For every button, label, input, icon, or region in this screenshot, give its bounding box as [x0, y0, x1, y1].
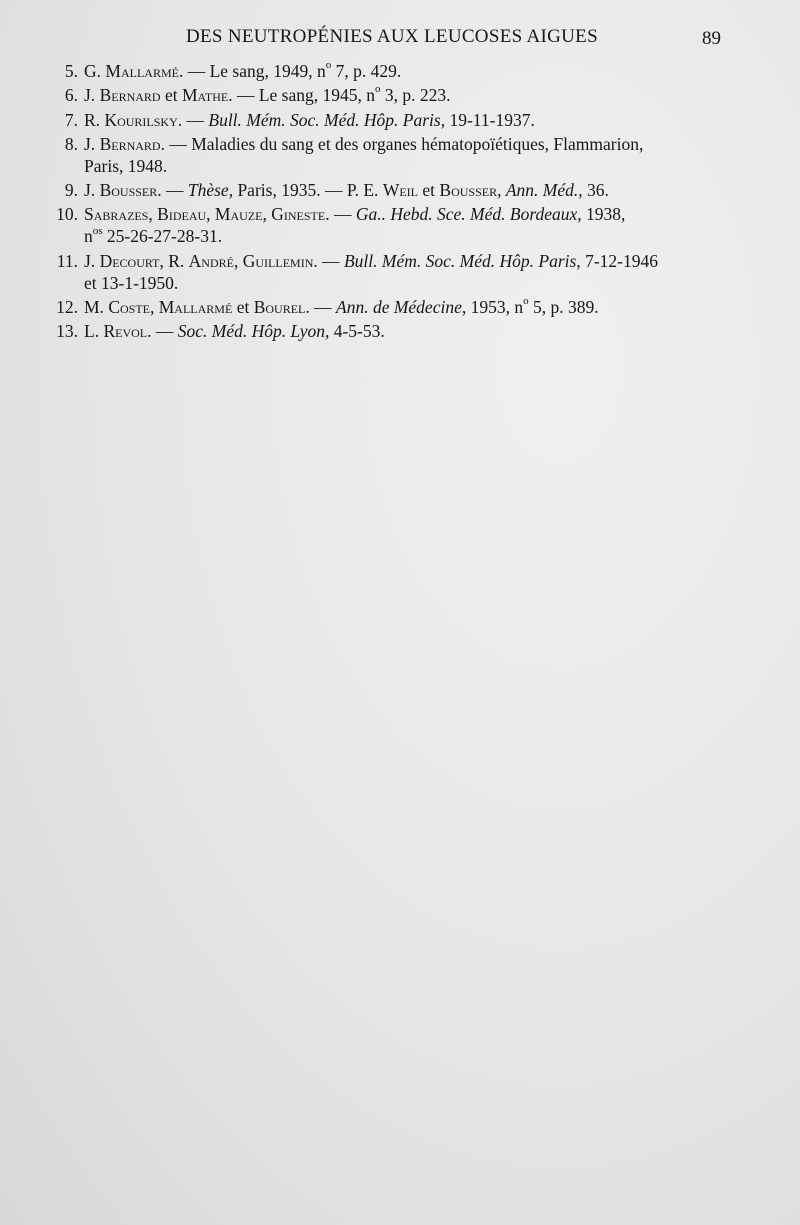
- author-name: Revol: [103, 321, 148, 342]
- ref-text: 1938,: [581, 204, 626, 225]
- ref-text: 5, p. 389.: [528, 297, 599, 318]
- ref-text: , R.: [159, 250, 189, 271]
- author-name: Decourt: [99, 250, 160, 271]
- reference-item: [0, 320, 800, 342]
- reference-number: 6.: [64, 85, 78, 106]
- ref-text: G.: [84, 61, 106, 81]
- ref-text: ,: [206, 204, 215, 225]
- ref-text: et: [418, 180, 440, 201]
- page-number: 89: [702, 28, 721, 49]
- reference-list: [0, 60, 800, 345]
- author-name: Mallarmé: [105, 61, 179, 81]
- reference-item: [0, 109, 800, 131]
- author-name: Bideau: [157, 204, 207, 225]
- author-name: André: [188, 250, 234, 271]
- author-name: Gineste: [271, 204, 326, 225]
- reference-number: 10.: [56, 204, 78, 225]
- reference-number: 5.: [64, 61, 78, 81]
- journal-title: Ga.. Hebd. Sce. Méd. Bordeaux,: [355, 204, 582, 225]
- ref-text: 25-26-27-28-31.: [102, 226, 223, 247]
- reference-body: [84, 180, 609, 200]
- ref-text: J.: [84, 250, 100, 271]
- author-name: Bernard: [99, 85, 161, 106]
- ref-text: o: [375, 83, 381, 96]
- author-name: Coste: [108, 297, 150, 318]
- reference-item: [0, 84, 800, 106]
- reference-item: [0, 133, 800, 177]
- ref-text: . —: [325, 204, 356, 225]
- reference-number: 11.: [56, 250, 78, 271]
- author-name: Mathe: [181, 85, 229, 106]
- reference-number: 12.: [56, 297, 78, 318]
- reference-item: [0, 296, 800, 318]
- reference-continuation: [84, 155, 730, 177]
- author-name: Kourilsky: [104, 109, 178, 130]
- ref-text: et 13-1-1950.: [84, 272, 179, 293]
- reference-body: [84, 134, 643, 154]
- author-name: Mallarmé: [158, 297, 233, 318]
- reference-body: [84, 251, 658, 271]
- author-name: Mauze: [214, 204, 263, 225]
- author-name: Guillemin: [242, 250, 314, 271]
- author-name: Bousser: [99, 180, 158, 201]
- ref-text: ,: [497, 180, 506, 201]
- reference-body: [84, 204, 625, 224]
- ref-text: . —: [305, 297, 336, 318]
- ref-text: J.: [84, 85, 100, 106]
- ref-text: . —: [157, 180, 188, 201]
- reference-continuation: [84, 272, 730, 294]
- ref-text: ,: [150, 297, 159, 318]
- reference-item: [0, 179, 800, 201]
- reference-body: [84, 297, 599, 317]
- ref-text: 1953, n: [466, 297, 524, 318]
- ref-text: J.: [84, 133, 100, 154]
- reference-item: [0, 60, 800, 82]
- running-head: [0, 22, 800, 54]
- reference-number: 9.: [64, 180, 78, 201]
- reference-body: [84, 110, 535, 130]
- ref-text: et: [160, 85, 182, 106]
- author-name: Sabrazes: [84, 204, 149, 225]
- journal-title: Bull. Mém. Soc. Méd. Hôp. Paris,: [208, 109, 446, 130]
- ref-text: 7, p. 429.: [331, 61, 402, 81]
- ref-text: os: [92, 224, 103, 237]
- ref-text: 3, p. 223.: [380, 85, 451, 106]
- ref-text: Paris, 1948.: [84, 155, 168, 176]
- reference-body: [84, 85, 451, 105]
- ref-text: R.: [84, 109, 105, 130]
- ref-text: 7-12-1946: [580, 250, 658, 271]
- ref-text: . — Le sang, 1949, n: [178, 61, 326, 81]
- ref-text: . —: [177, 109, 209, 130]
- ref-text: 36.: [582, 180, 609, 201]
- author-name: Bourel: [253, 297, 306, 318]
- ref-text: ,: [148, 204, 158, 225]
- reference-body: [84, 61, 401, 81]
- author-name: Bousser: [439, 180, 498, 201]
- ref-text: n: [84, 226, 93, 247]
- ref-text: o: [523, 295, 529, 308]
- reference-item: [0, 203, 800, 247]
- ref-text: . — Maladies du sang et des organes hématopoïétiques, Flammarion,: [160, 133, 644, 154]
- author-name: Weil: [382, 180, 418, 201]
- journal-title: Thèse,: [187, 180, 234, 201]
- reference-number: 13.: [56, 321, 78, 342]
- running-title: DES NEUTROPÉNIES AUX LEUCOSES AIGUES: [186, 26, 598, 47]
- ref-text: 19-11-1937.: [445, 109, 535, 130]
- journal-title: Soc. Méd. Hôp. Lyon,: [177, 321, 330, 342]
- ref-text: . — Le sang, 1945, n: [228, 85, 375, 106]
- ref-text: ,: [233, 250, 243, 271]
- ref-text: M.: [84, 297, 109, 318]
- ref-text: J.: [84, 180, 100, 201]
- reference-number: 7.: [64, 109, 78, 130]
- ref-text: . —: [313, 250, 344, 271]
- reference-continuation: [84, 225, 730, 247]
- journal-title: Bull. Mém. Soc. Méd. Hôp. Paris,: [343, 250, 581, 271]
- ref-text: ,: [262, 204, 272, 225]
- ref-text: . —: [147, 321, 178, 342]
- ref-text: et: [232, 297, 254, 318]
- ref-text: Paris, 1935. — P. E.: [233, 180, 383, 201]
- ref-text: 4-5-53.: [329, 321, 385, 342]
- ref-text: o: [325, 59, 332, 72]
- reference-number: 8.: [64, 133, 78, 154]
- journal-title: Ann. Méd.,: [505, 180, 583, 201]
- author-name: Bernard: [99, 133, 161, 154]
- journal-title: Ann. de Médecine,: [336, 297, 467, 318]
- reference-body: [84, 321, 385, 341]
- reference-item: [0, 250, 800, 294]
- ref-text: L.: [84, 321, 104, 342]
